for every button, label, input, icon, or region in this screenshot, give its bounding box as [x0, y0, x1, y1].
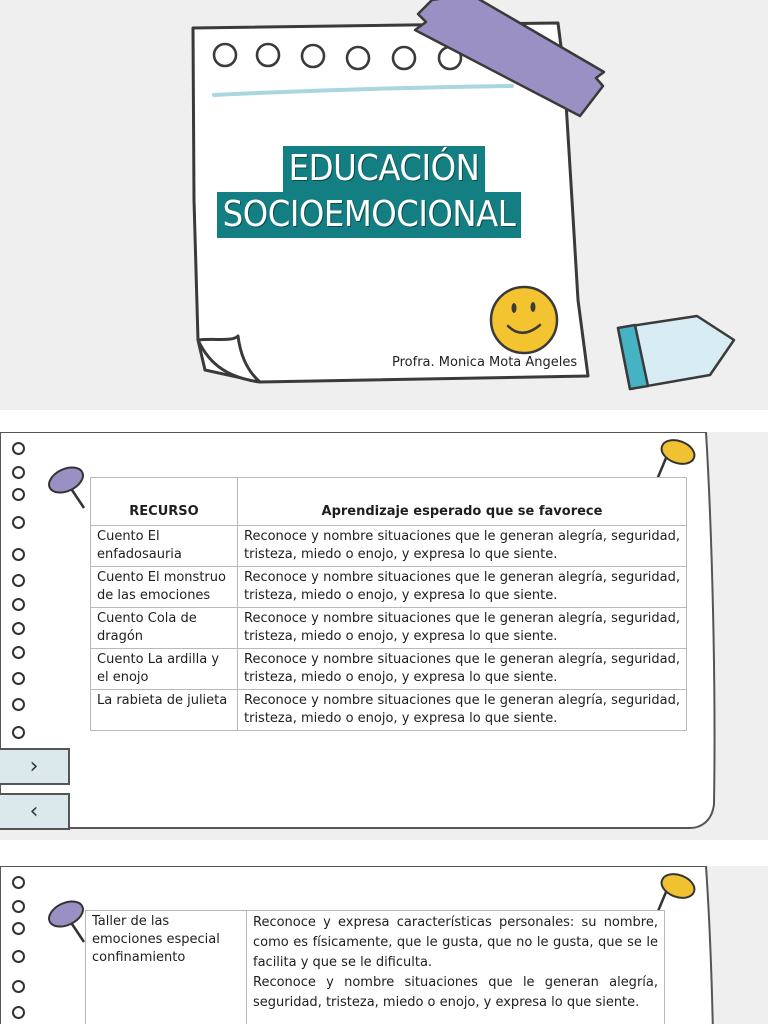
resource-cell: La rabieta de julieta	[91, 690, 238, 731]
resource-cell: Cuento La ardilla y el enojo	[91, 649, 238, 690]
table-row	[91, 567, 687, 608]
header-resource: RECURSO	[91, 478, 238, 526]
previous-slide-button[interactable]: ‹	[0, 793, 70, 830]
learning-cell: Reconoce y nombre situaciones que le generan alegría, seguridad, tristeza, miedo o enojo, y expresa lo que siente.	[238, 567, 687, 608]
resource-cell: Taller de las emociones especial confinamiento	[86, 911, 247, 1024]
table-row	[91, 526, 687, 567]
table-row	[91, 608, 687, 649]
next-slide-button[interactable]: ›	[0, 748, 70, 785]
learning-cell	[247, 911, 665, 1024]
slide-divider	[0, 410, 768, 432]
learning-cell: Reconoce y nombre situaciones que le generan alegría, seguridad, tristeza, miedo o enojo, y expresa lo que siente.	[238, 649, 687, 690]
learning-text: Reconoce y expresa características personales: su nombre, como es físicamente, que le gusta, que no le gusta, que se le facilita y que se le dificulta.	[253, 915, 658, 970]
header-learning: Aprendizaje esperado que se favorece	[238, 478, 687, 526]
title-line-2: SOCIOEMOCIONAL	[217, 192, 522, 238]
table-row	[86, 911, 665, 1024]
slide-divider	[0, 840, 768, 866]
title-block	[0, 146, 768, 238]
learning-text: Reconoce y nombre situaciones que le generan alegría, seguridad, tristeza, miedo o enojo, y expresa lo que siente.	[253, 975, 658, 1010]
table-slide-continued	[0, 866, 768, 1024]
learning-cell: Reconoce y nombre situaciones que le generan alegría, seguridad, tristeza, miedo o enojo, y expresa lo que siente.	[238, 690, 687, 731]
table-row	[91, 649, 687, 690]
table-slide	[0, 432, 768, 840]
learning-cell: Reconoce y nombre situaciones que le generan alegría, seguridad, tristeza, miedo o enojo, y expresa lo que siente.	[238, 526, 687, 567]
title-line-1: EDUCACIÓN	[283, 146, 486, 192]
cover-slide	[0, 0, 768, 410]
author-name: Profra. Monica Mota Angeles	[392, 355, 578, 370]
table-header-row	[91, 478, 687, 526]
resource-cell: Cuento El monstruo de las emociones	[91, 567, 238, 608]
resource-cell: Cuento El enfadosauria	[91, 526, 238, 567]
table-row	[91, 690, 687, 731]
learning-cell: Reconoce y nombre situaciones que le generan alegría, seguridad, tristeza, miedo o enojo, y expresa lo que siente.	[238, 608, 687, 649]
resource-cell: Cuento Cola de dragón	[91, 608, 238, 649]
resources-table-continued	[85, 910, 665, 1024]
resources-table	[90, 477, 687, 731]
